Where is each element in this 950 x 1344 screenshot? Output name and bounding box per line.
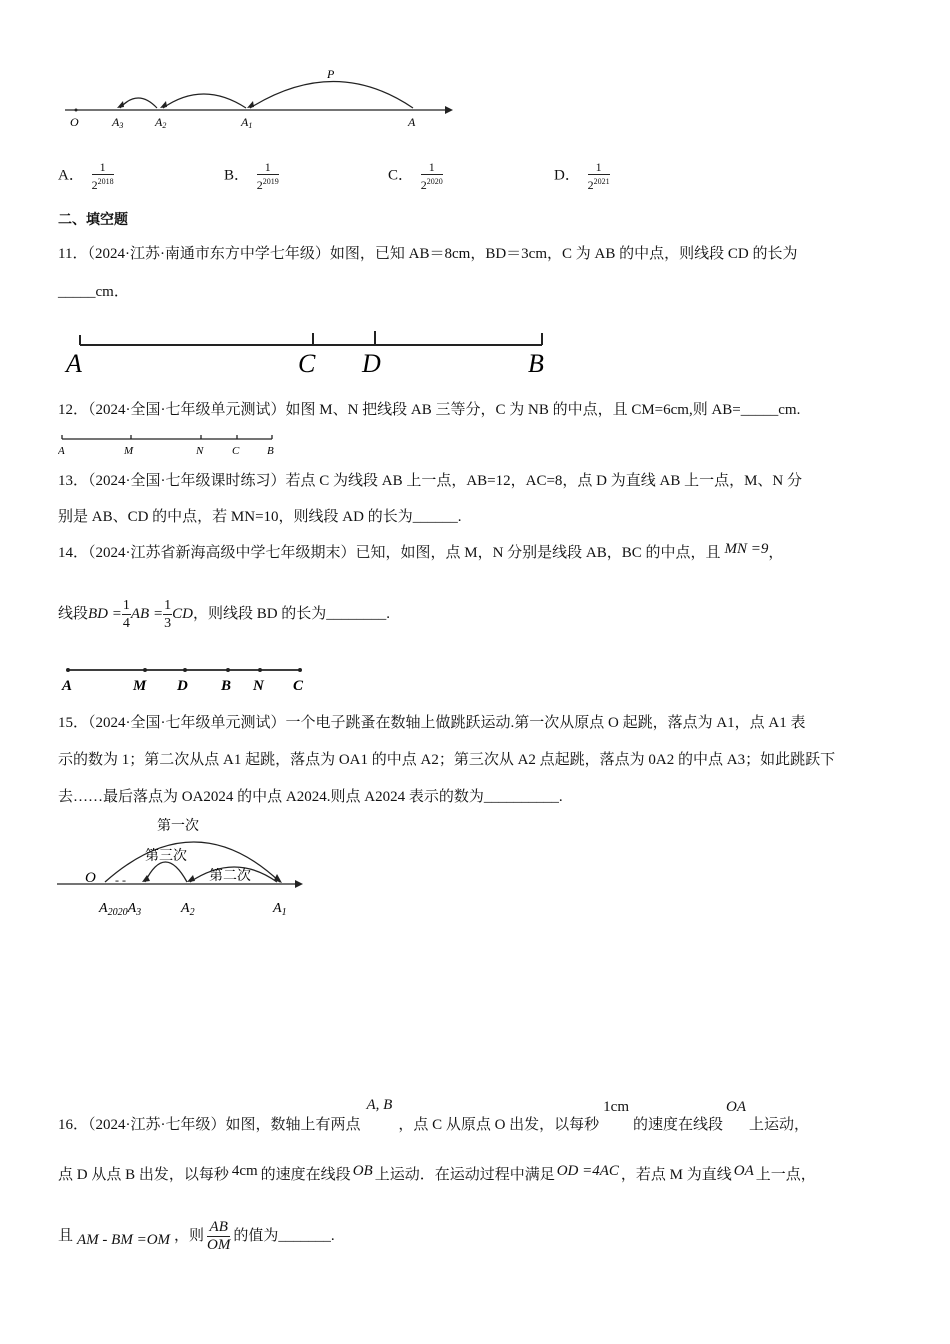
label-B: B — [528, 349, 544, 378]
segment-diagram-q11 — [60, 328, 555, 380]
label-O: O — [85, 870, 96, 886]
q14-text-2: 线段BD = $\frac{1}{4}AB$ = $\frac{1}{3}CD$，则线段 BD 的长为________. — [58, 598, 391, 632]
label-N: N — [253, 678, 264, 694]
label-A1: $A_1$ — [273, 901, 287, 917]
label-A: A — [58, 445, 65, 457]
q15-text-2: 示的数为 1；第二次从点 A1 起跳，落点为 OA1 的中点 A2；第三次从 A2 点起跳，落点为 0A2 的中点 A3；如此跳跃下 — [58, 752, 836, 768]
option-b[interactable]: B． $\frac{1}{2^{2019}}$ — [224, 160, 279, 192]
option-c[interactable]: C． $\frac{1}{2^{2020}}$ — [388, 160, 443, 192]
label-M: M — [124, 445, 134, 457]
jump-label-1: 第一次 — [157, 818, 199, 834]
label-A2: A2 — [155, 115, 167, 130]
option-a[interactable]: A． $\frac{1}{2^{2018}}$ — [58, 160, 114, 192]
label-D: D — [177, 678, 188, 694]
label-D: D — [362, 349, 381, 378]
label-N: N — [196, 445, 204, 457]
jump-label-2: 第二次 — [209, 868, 251, 884]
jump-diagram-q15 — [55, 812, 310, 917]
label-O: O — [70, 115, 79, 129]
option-d[interactable]: D． $\frac{1}{2^{2021}}$ — [554, 160, 610, 192]
label-A1: A1 — [241, 115, 253, 130]
q13-text-1: 13．（2024·全国·七年级课时练习）若点 C 为线段 AB 上一点，AB=12，AC=8，点 D 为直线 AB 上一点，M、N 分 — [58, 473, 803, 489]
section-title: 二、填空题 — [58, 212, 128, 228]
label-B: B — [221, 678, 232, 694]
q13-text-2: 别是 AB、CD 的中点，若 MN=10，则线段 AD 的长为______. — [58, 509, 462, 525]
q12-text-1: 12．（2024·全国·七年级单元测试）如图 M、N 把线段 AB 三等分，C 为 NB 的中点，且 CM=6cm,则 AB=_____cm. — [58, 402, 801, 418]
q16-text-1: 16．（2024·江苏·七年级）如图，数轴上有两点A, B，点 C 从原点 O 出发，以每秒1cm的速度在线段OA上运动， — [58, 1097, 810, 1133]
q11-text-2: _____cm． — [58, 284, 129, 300]
jump-label-3: 第三次 — [145, 848, 187, 864]
label-A3: A3 — [112, 115, 124, 130]
label-C: C — [298, 349, 316, 378]
q16-text-3: 且 AM - BM =OM ，则 $\frac{AB}{OM}$ 的值为_______. — [58, 1219, 335, 1254]
label-M: M — [133, 678, 147, 694]
label-A2: $A_2$ — [181, 901, 195, 917]
label-B: B — [267, 445, 274, 457]
label-A: A — [62, 678, 73, 694]
label-C: C — [232, 445, 240, 457]
q11-text-1: 11．（2024·江苏·南通市东方中学七年级）如图，已知 AB＝8cm，BD＝3cm，C 为 AB 的中点，则线段 CD 的长为 — [58, 246, 798, 262]
q15-text-3: 去……最后落点为 OA2024 的中点 A2024.则点 A2024 表示的数为__________. — [58, 789, 563, 805]
q16-text-2: 点 D 从点 B 出发，以每秒 4cm 的速度在线段 OB 上运动．在运动过程中满足 OD =4AC ，若点 M 为直线 OA 上一点， — [58, 1163, 816, 1183]
jump-diagram-q10 — [60, 60, 460, 135]
label-C: C — [293, 678, 304, 694]
label-P: P — [327, 67, 335, 81]
label-A: A — [408, 115, 416, 129]
label-A2020-A3: $A_{2020}A_3$ — [99, 901, 142, 917]
svg-text:- -: - - — [115, 873, 126, 887]
q15-text-1: 15．（2024·全国·七年级单元测试）一个电子跳蚤在数轴上做跳跃运动.第一次从原点 O 起跳，落点为 A1，点 A1 表 — [58, 715, 806, 731]
segment-diagram-q12 — [58, 432, 283, 458]
q14-text-1: 14．（2024·江苏省新海高级中学七年级期末）已知，如图，点 M，N 分别是线段 AB，BC 的中点，且 MN =9， — [58, 541, 784, 561]
segment-diagram-q14 — [60, 662, 310, 694]
label-A: A — [66, 349, 82, 378]
